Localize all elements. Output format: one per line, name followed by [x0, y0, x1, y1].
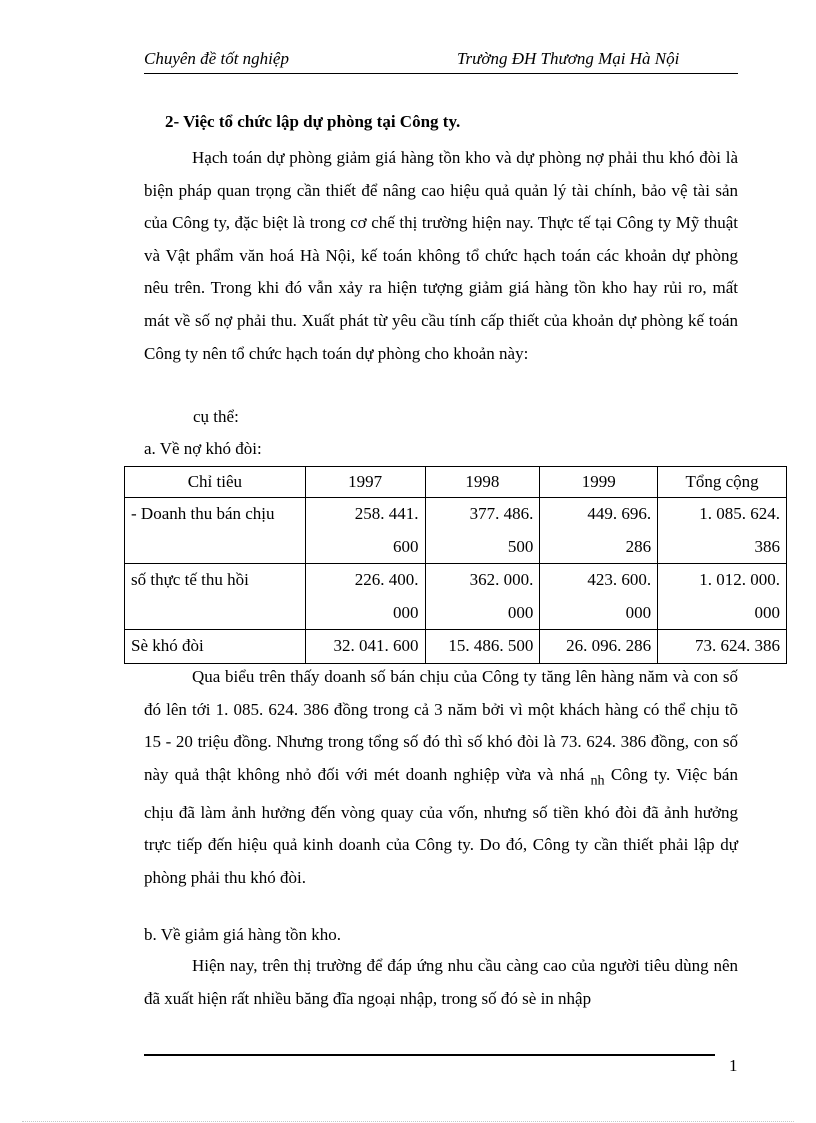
row-label: số thực tế thu hồi — [125, 564, 306, 630]
paragraph-2: Qua biểu trên thấy doanh số bán chịu của Công ty tăng lên hàng năm và con số đó lên tới 1. 085. 624. 386 đồng trong cả 3 năm bởi vì một khách hàng có thể chịu tõ 15 - 20 triệu đồng. Nhưng trong tổng số đó thì số khó đòi là 73. 624. 386 đồng, con số này quả thật không nhỏ đối với mét doanh nghiệp vừa và nhá $_{nh}$ Công ty. Việc bán chịu đã làm ảnh hưởng đến vòng quay của vốn, nhưng số tiền khó đòi đã ảnh hưởng trực tiếp đến hiệu quả kinh doanh của Công ty. Do đó, Công ty cần thiết phải lập dự phòng phải thu khó đòi. — [144, 667, 738, 887]
table-cell: 377. 486. 500 — [425, 498, 540, 564]
table-cell: 423. 600. 000 — [540, 564, 658, 630]
table-cell: 449. 696. 286 — [540, 498, 658, 564]
subscript-fragment: nh — [590, 772, 605, 789]
paragraph-1: Hạch toán dự phòng giảm giá hàng tồn kho và dự phòng nợ phải thu khó đòi là biện pháp quan trọng cần thiết để nâng cao hiệu quả quản lý tài chính, bảo vệ tài sản của Công ty, đặc biệt là trong cơ chế thị trường hiện nay. Thực tế tại Công ty Mỹ thuật và Vật phẩm văn hoá Hà Nội, kế toán không tổ chức hạch toán các khoản dự phòng nêu trên. Trong khi đó vẫn xảy ra hiện tượng giảm giá hàng tồn kho hay rủi ro, mất mát về số nợ phải thu. Xuất phát từ yêu cầu tính cấp thiết của khoản dự phòng kế toán Công ty nên tổ chức hạch toán dự phòng cho khoản này: — [144, 148, 738, 363]
table-cell: 1. 012. 000. 000 — [658, 564, 787, 630]
cu-the-line: cụ thể: — [193, 407, 239, 426]
page-number: 1 — [729, 1056, 738, 1075]
row-label: Sè khó đòi — [125, 630, 306, 664]
footer-divider — [144, 1054, 715, 1056]
table-cell: 26. 096. 286 — [540, 630, 658, 664]
header-left-title: Chuyên đề tốt nghiệp — [144, 49, 289, 68]
table-header-cell: 1999 — [540, 467, 658, 498]
subheading-b: b. Về giảm giá hàng tồn kho. — [144, 925, 342, 944]
table-cell: 258. 441. 600 — [305, 498, 425, 564]
table-header-cell: 1998 — [425, 467, 540, 498]
table-cell: 226. 400. 000 — [305, 564, 425, 630]
table-row — [125, 498, 787, 564]
bad-debt-table — [124, 466, 787, 664]
table-row — [125, 564, 787, 630]
table-cell: 15. 486. 500 — [425, 630, 540, 664]
table-row — [125, 630, 787, 664]
table-cell: 32. 041. 600 — [305, 630, 425, 664]
table-header-cell: Tổng cộng — [658, 467, 787, 498]
table-cell: 73. 624. 386 — [658, 630, 787, 664]
table-header-cell: Chỉ tiêu — [125, 467, 306, 498]
page-break-dotted-line — [22, 1121, 794, 1122]
table-header-row — [125, 467, 787, 498]
row-label: - Doanh thu bán chịu — [125, 498, 306, 564]
header-right-title: Trường ĐH Thương Mại Hà Nội — [457, 49, 680, 68]
paragraph-3: Hiện nay, trên thị trường để đáp ứng nhu cầu càng cao của người tiêu dùng nên đã xuất hiện rất nhiều băng đĩa ngoại nhập, trong số đó sè in nhập — [144, 956, 738, 1008]
table-cell: 1. 085. 624. 386 — [658, 498, 787, 564]
page-header — [144, 49, 738, 74]
table-header-cell: 1997 — [305, 467, 425, 498]
section-title: 2- Việc tổ chức lập dự phòng tại Công ty. — [165, 112, 461, 131]
table-cell: 362. 000. 000 — [425, 564, 540, 630]
subheading-a: a. Về nợ khó đòi: — [144, 439, 262, 458]
